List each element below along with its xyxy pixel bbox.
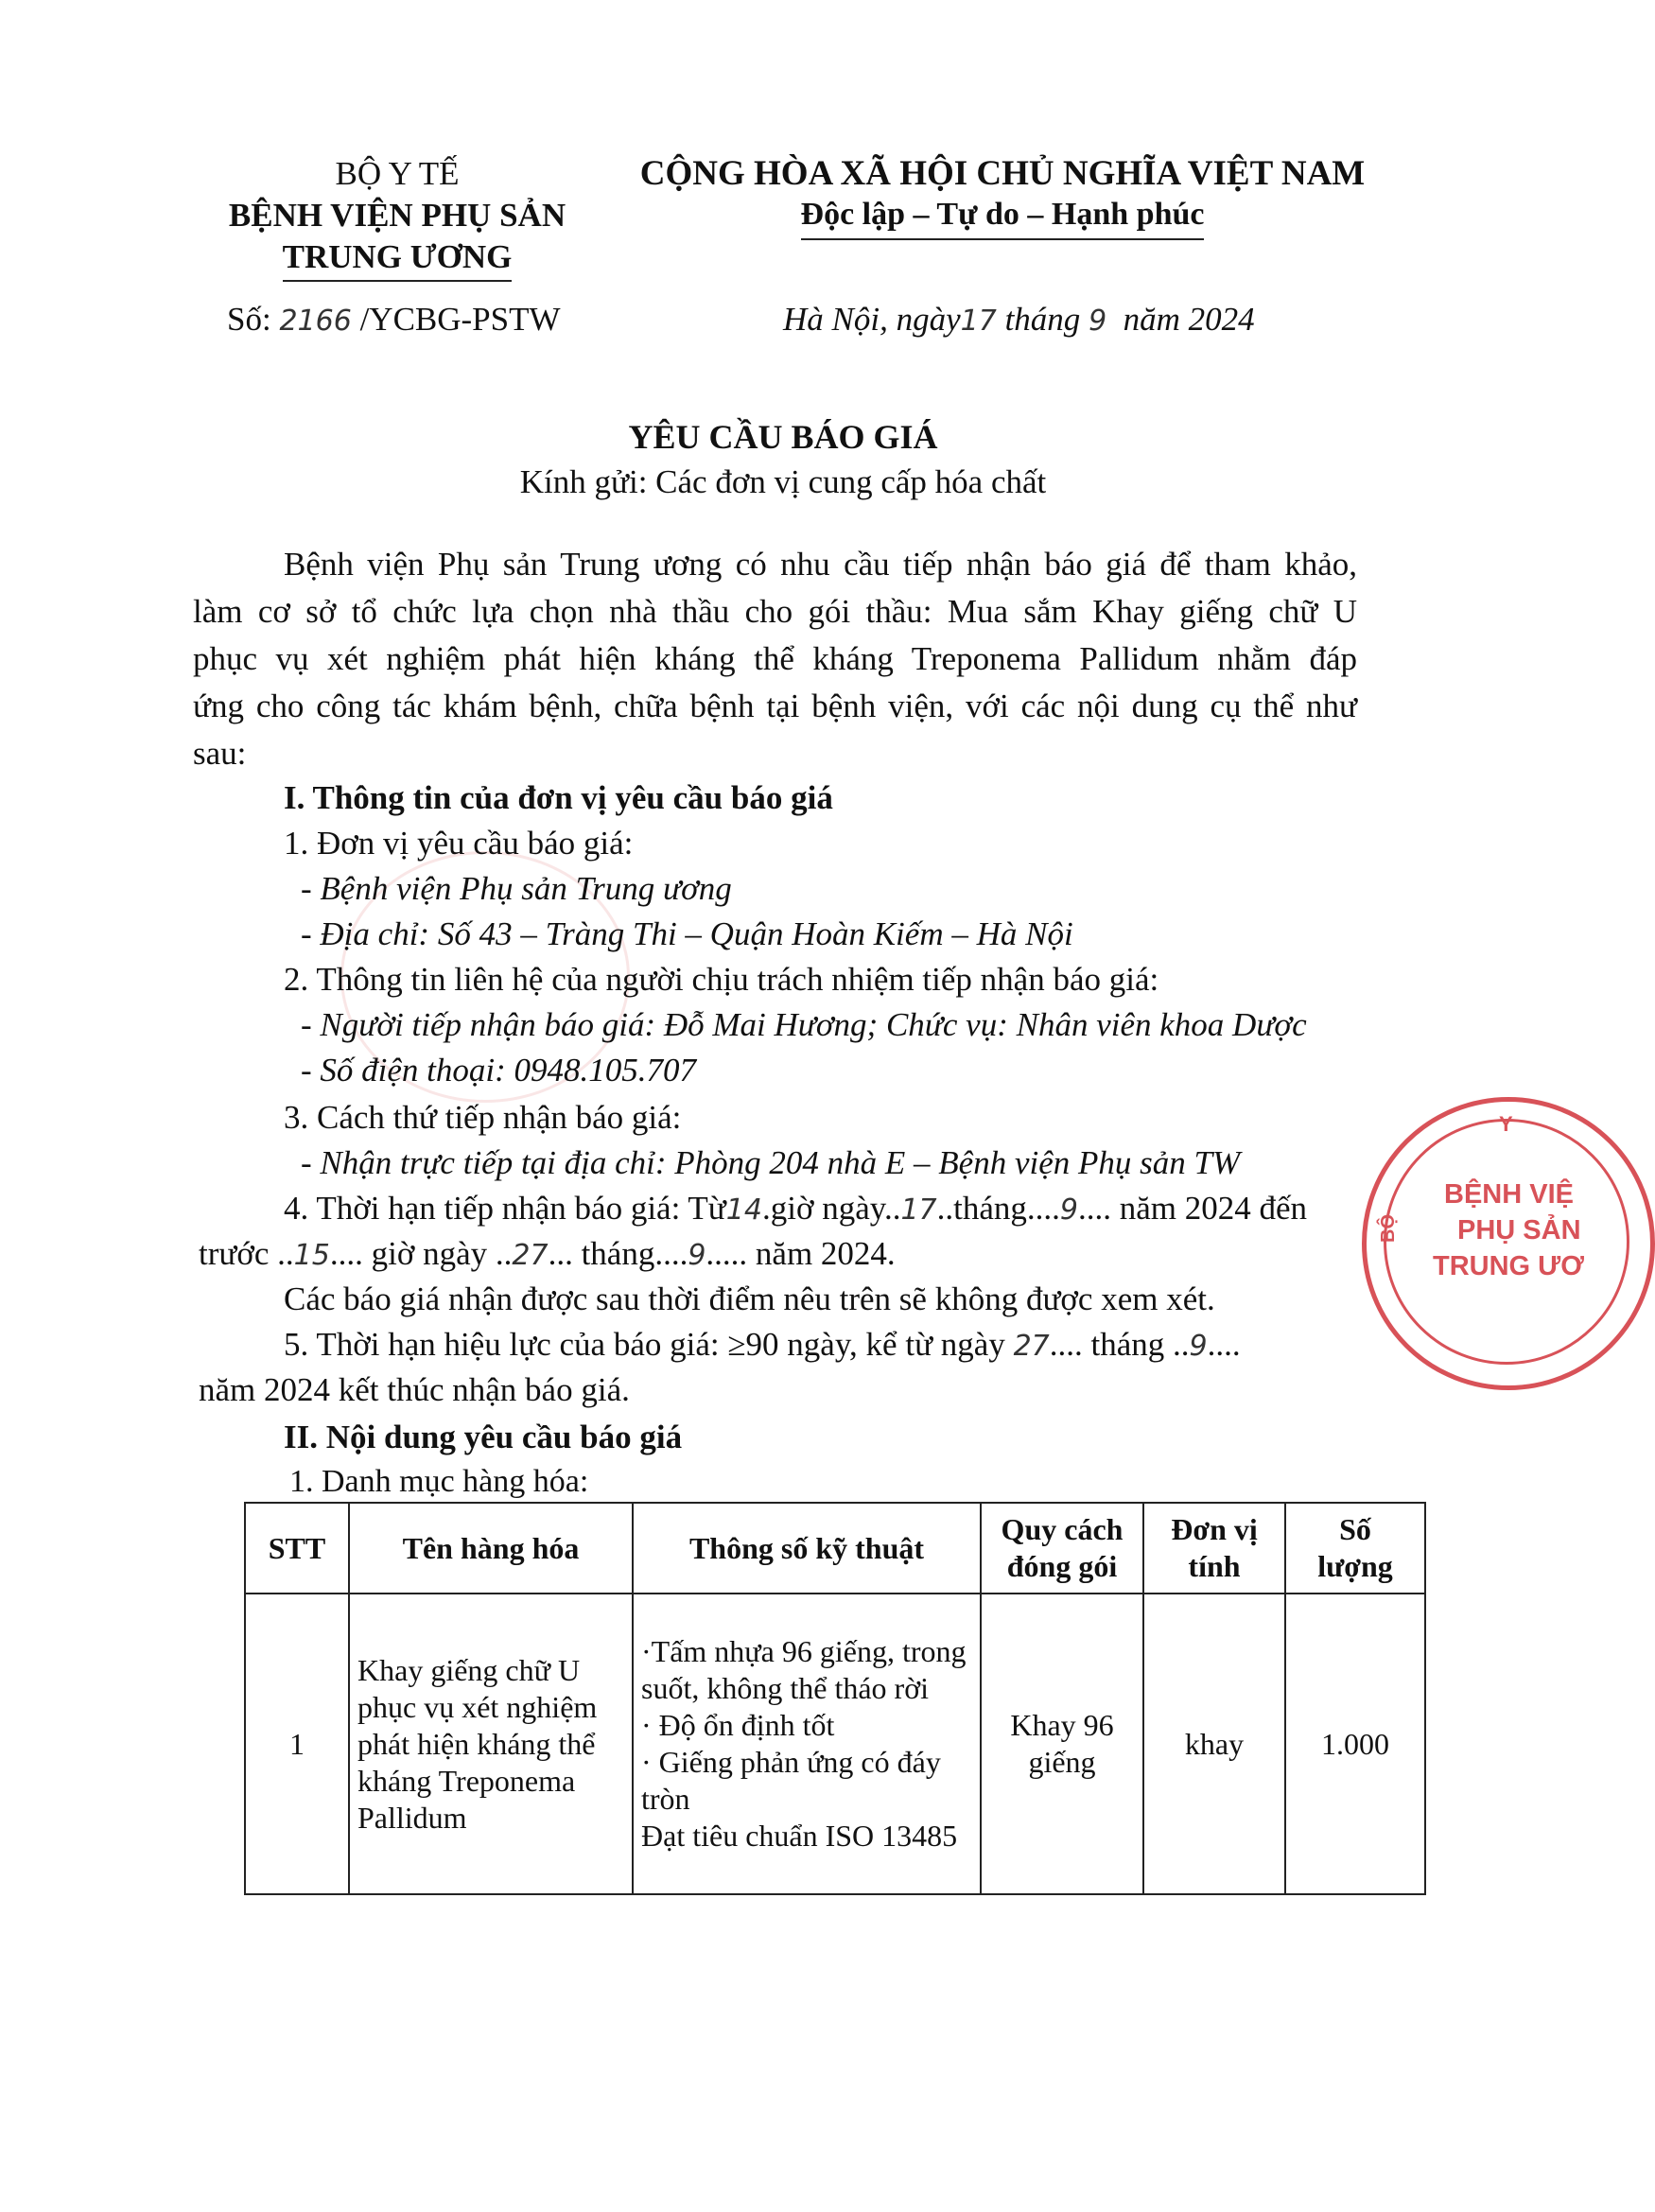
item4-from-day: 17 <box>900 1193 937 1227</box>
spec-line: Đạt tiêu chuẩn ISO 13485 <box>641 1819 958 1853</box>
date-line <box>783 299 1255 342</box>
col-header-qty-line1: Số <box>1339 1512 1371 1546</box>
date-place: Hà Nội, ngày <box>783 301 961 338</box>
item4-lead: 4. Thời hạn tiếp nhận báo giá: Từ <box>284 1190 726 1227</box>
col-header-pack-line2: đóng gói <box>1006 1549 1118 1583</box>
section1-item5-line1: 5. Thời hạn hiệu lực của báo giá: ≥90 ngày, kể từ ngày 27.... tháng ..9.... <box>284 1326 1241 1363</box>
spec-line: · Độ ổn định tốt <box>641 1708 835 1742</box>
section1-item5-line2: năm 2024 kết thúc nhận báo giá. <box>199 1371 630 1408</box>
col-header-qty-line2: lượng <box>1317 1549 1393 1583</box>
date-day: 17 <box>960 305 997 338</box>
item4-hour-label2: giờ ngày <box>371 1235 488 1272</box>
section1-item2-person: - Người tiếp nhận báo giá: Đỗ Mai Hương; Chức vụ: Nhân viên khoa Dược <box>301 1006 1307 1043</box>
doc-number-suffix: /YCBG-PSTW <box>359 301 561 338</box>
section1-heading: I. Thông tin của đơn vị yêu cầu báo giá <box>284 779 833 816</box>
section1-item4-line1: 4. Thời hạn tiếp nhận báo giá: Từ14.giờ ngày..17..tháng....9.... năm 2024 đến <box>284 1190 1308 1227</box>
item4-before: trước <box>199 1235 270 1272</box>
section1-late-note: Các báo giá nhận được sau thời điểm nêu trên sẽ không được xem xét. <box>284 1280 1215 1317</box>
item4-to-month: 9 <box>688 1239 706 1272</box>
doc-number-handwritten: 2166 <box>279 305 352 338</box>
doc-number-prefix: Số: <box>227 301 271 338</box>
intro-line-3: phục vụ xét nghiệm phát hiện kháng thể kháng Treponema Pallidum nhằm đáp <box>193 640 1357 677</box>
col-header-qty <box>1285 1503 1425 1594</box>
section2-heading: II. Nội dung yêu cầu báo giá <box>284 1419 683 1455</box>
stamp-line1: BỆNH VIỆ <box>1444 1179 1574 1210</box>
item4-year-end: năm 2024. <box>755 1235 896 1272</box>
intro-line-5: sau: <box>193 735 247 772</box>
section1-item3-label: 3. Cách thứ tiếp nhận báo giá: <box>284 1099 682 1136</box>
item4-to-hour: 15 <box>293 1239 330 1272</box>
col-header-pack-line1: Quy cách <box>1001 1512 1124 1546</box>
intro-line-4: ứng cho công tác khám bệnh, chữa bệnh tại bệnh viện, với các nội dung cụ thể như <box>193 688 1357 724</box>
stamp-top-text: Y <box>1499 1112 1513 1136</box>
stamp-line3: TRUNG ƯƠ <box>1433 1251 1584 1281</box>
section1-item3-method: - Nhận trực tiếp tại địa chỉ: Phòng 204 nhà E – Bệnh viện Phụ sản TW <box>301 1144 1241 1181</box>
col-header-unit-line2: tính <box>1188 1549 1241 1583</box>
hospital-name-line1: BỆNH VIỆN PHỤ SẢN <box>228 197 566 234</box>
country-name: CỘNG HÒA XÃ HỘI CHỦ NGHĨA VIỆT NAM <box>639 154 1366 193</box>
spec-list <box>641 1633 972 1855</box>
item5-month: 9 <box>1189 1330 1208 1363</box>
national-motto: Độc lập – Tự do – Hạnh phúc <box>801 195 1205 240</box>
hospital-name-line2: TRUNG ƯƠNG <box>283 236 513 282</box>
col-header-name: Tên hàng hóa <box>349 1503 633 1594</box>
cell-qty: 1.000 <box>1285 1594 1425 1894</box>
document-number <box>227 299 561 342</box>
stamp-side-text: BỘ <box>1378 1214 1399 1243</box>
col-header-spec: Thông số kỹ thuật <box>633 1503 981 1594</box>
cell-stt: 1 <box>245 1594 349 1894</box>
spec-line: ·Tấm nhựa 96 giếng, trong suốt, không thể tháo rời <box>641 1634 967 1705</box>
item4-from-month: 9 <box>1059 1193 1079 1227</box>
table-header-row <box>245 1503 1425 1594</box>
item4-month-label2: tháng <box>581 1235 655 1272</box>
intro-line-2: làm cơ sở tổ chức lựa chọn nhà thầu cho gói thầu: Mua sắm Khay giếng chữ U <box>193 593 1357 630</box>
issuing-authority <box>208 153 586 282</box>
col-header-stt: STT <box>245 1503 349 1594</box>
date-month-label: tháng <box>1004 301 1081 338</box>
date-year: năm 2024 <box>1123 301 1255 338</box>
item4-month-label: tháng <box>953 1190 1027 1227</box>
item4-to-day: 27 <box>512 1239 549 1272</box>
section1-item4-line2: trước ..15.... giờ ngày ..27... tháng....9..... năm 2024. <box>199 1235 896 1272</box>
item4-hour-label: giờ ngày <box>770 1190 884 1227</box>
section1-item2-phone: - Số điện thoại: 0948.105.707 <box>301 1052 697 1089</box>
section2-sub1: 1. Danh mục hàng hóa: <box>289 1464 589 1499</box>
date-month: 9 <box>1089 305 1107 338</box>
cell-name: Khay giếng chữ U phục vụ xét nghiệm phát hiện kháng thể kháng Treponema Pallidum <box>349 1594 633 1894</box>
cell-spec <box>633 1594 981 1894</box>
national-header <box>624 153 1381 240</box>
col-header-unit-line1: Đơn vị <box>1171 1512 1258 1546</box>
table-row <box>245 1594 1425 1894</box>
item4-year-to: năm 2024 đến <box>1119 1190 1308 1227</box>
cell-pack: Khay 96 giếng <box>981 1594 1143 1894</box>
document-title: YÊU CẦU BÁO GIÁ <box>628 418 938 456</box>
item5-day: 27 <box>1013 1330 1050 1363</box>
cell-unit: khay <box>1143 1594 1285 1894</box>
item5-lead: 5. Thời hạn hiệu lực của báo giá: ≥90 ngày, kể từ ngày <box>284 1326 1005 1363</box>
goods-table <box>244 1502 1426 1895</box>
section1-item1-name: - Bệnh viện Phụ sản Trung ương <box>301 870 732 907</box>
item5-month-label: tháng <box>1090 1326 1165 1363</box>
stamp-line2: PHỤ SẢN <box>1457 1215 1581 1245</box>
intro-line-1: Bệnh viện Phụ sản Trung ương có nhu cầu tiếp nhận báo giá để tham khảo, <box>284 546 1357 583</box>
item4-from-hour: 14 <box>725 1193 762 1227</box>
recipient-line: Kính gửi: Các đơn vị cung cấp hóa chất <box>519 463 1047 500</box>
ministry-name: BỘ Y TẾ <box>335 155 460 192</box>
col-header-pack <box>981 1503 1143 1594</box>
section1-item2-label: 2. Thông tin liên hệ của người chịu trách nhiệm tiếp nhận báo giá: <box>284 961 1159 998</box>
section1-item1-address: - Địa chỉ: Số 43 – Tràng Thi – Quận Hoàn Kiếm – Hà Nội <box>301 915 1073 952</box>
hospital-stamp <box>1362 1097 1655 1390</box>
col-header-unit <box>1143 1503 1285 1594</box>
section1-item1-label: 1. Đơn vị yêu cầu báo giá: <box>284 825 634 862</box>
spec-line: · Giếng phản ứng có đáy tròn <box>641 1745 941 1816</box>
